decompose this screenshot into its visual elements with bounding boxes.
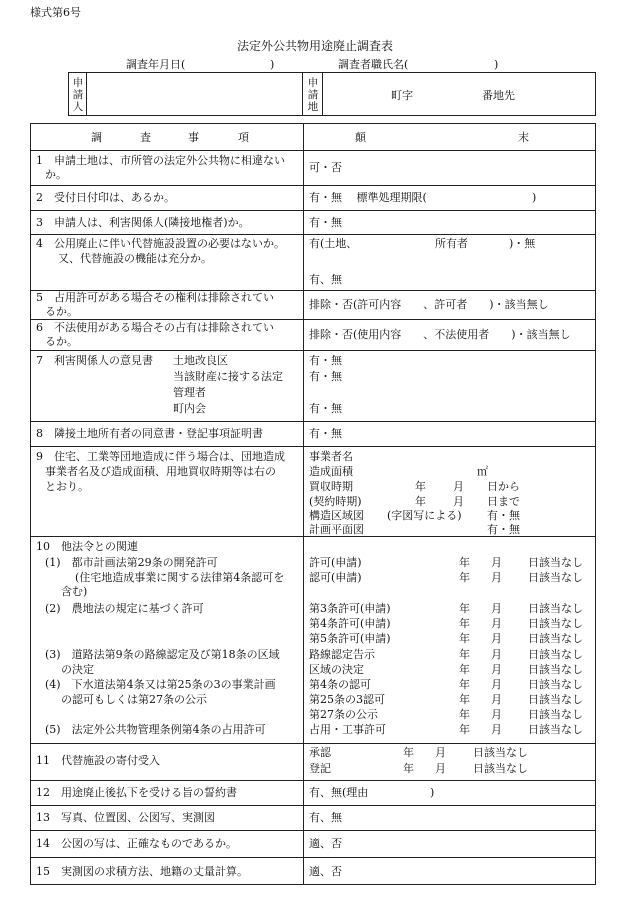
surveyor-name-close: ) — [494, 58, 499, 71]
site-label: 申 請 地 — [307, 77, 319, 113]
survey-date-close: ) — [270, 58, 275, 71]
applicant-label: 申 請 人 — [72, 77, 84, 113]
survey-table: 調 査 事 項 顛 末 1 申請土地は、市所管の法定外公共物に相違ない か。 可・否 2 受付日付印は、あるか。 有・無 標準処理期限( ) 3 申請人は、利害関係人(隣接地権者)か。 有・無 4 公用廃止に伴い代替施設設置の必要はないか。 又、代替施設の機能は充分か。 有(土地、 所有者 )・無 有、無 5 占用許可がある場合その権利は排除されてい るか。 排除・否(許可内容 、許可者 )・該当無し 6 不法使用がある場合その占有は排除されてい るか。 排除・否(使用内容 、不法使用者 )・該当無し 7 利害関係人の意見書 土地改良区 当該財産に接する法定 管理者 町内会 有・無 有・無 有・無 8 隣接土地所有者の同意書・登記事項証明書 有・無 9 住宅、工業等団地造成に伴う場合は、団地造成 事業者名及び造成面積、用地買収時期等は右の とおり。 事業者名 造成面積 ㎡ 買収時期 年 月 日から (契約時期) 年 月 日まで 構造区域図 (字図写による) 有・無 計画平面図 有・無 10 他法令との関連 (1) 都市計画法第29条の開発許可 (住宅地造成事業に関する法律第4条認可を 含む) (2) 農地法の規定に基づく許可 (3) 道路法第9条の路線認定及び第18条の区域 の決定 (4) 下水道法第4条又は第25条の3の事業計画 の認可もしくは第27条の公示 (5) 法定外公共物管理条例第4条の占用許可 許可(申請) 認可(申請) 第3条許可(申請) 第4条許可(申請) 第5条許可(申請) 路線認定告示 区域の決定 第4条の認可 第25条の3認可 第27条の公示 占用・工事許可 年 月 日該当なし 年 月 日該当なし 年 月 日該当なし 年 月 日該当なし 年 月 日該当なし 年 月 日該当なし 年 月 日該当なし 年 月 日該当なし 年 月 日該当なし 年 月 日該当なし 年 月 日該当なし 11 代替施設の寄付受入 承認 登記 年 月 日該当なし 年 月 日該当なし 12 用途廃止後払下を受ける旨の誓約書 有、無(理由 ) 13 写真、位置図、公図写、実測図 有、無 14 公図の写は、正確なものであるか。 適、否 15 実測図の求積方法、地籍の丈量計算。 適、否 — [30, 123, 596, 885]
applicant-site-box — [68, 72, 596, 116]
form-number: 様式第6号 — [30, 6, 81, 19]
site-town: 町字 — [391, 89, 413, 102]
surveyor-name-label: 調査者職氏名( — [338, 58, 409, 71]
survey-date-label: 調査年月日( — [126, 58, 186, 71]
site-lot: 番地先 — [482, 89, 515, 102]
page-title: 法定外公共物用途廃止調査表 — [236, 39, 393, 53]
